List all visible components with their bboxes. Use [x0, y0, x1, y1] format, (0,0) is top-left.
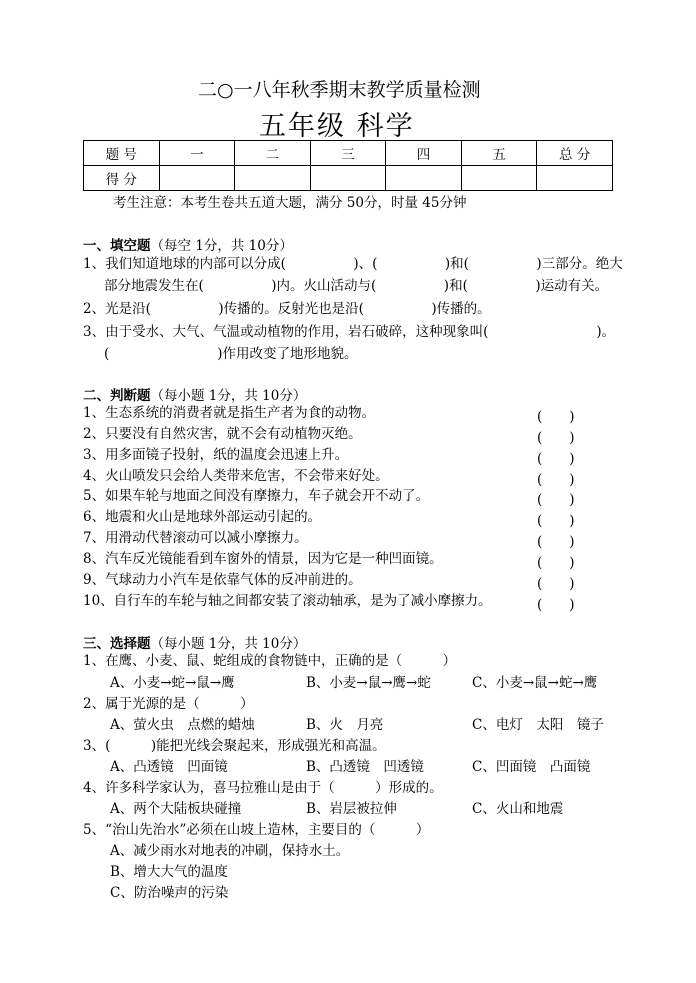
score-cell[interactable] [461, 166, 537, 191]
section-title: 一、填空题 [83, 238, 151, 254]
answer-paren[interactable]: ( ) [537, 597, 575, 613]
table-cell: 一 [159, 141, 235, 166]
judge-item-3: 3、用多面镜子投射，纸的温度会迅速上升。 [83, 447, 349, 463]
score-table-score-row [84, 166, 613, 191]
judge-item-4: 4、火山喷发只会给人类带来危害，不会带来好处。 [83, 468, 389, 484]
table-cell: 四 [386, 141, 462, 166]
table-cell: 二 [235, 141, 311, 166]
fill-question-3b: ( )作用改变了地形地貌。 [104, 346, 358, 362]
option-a[interactable]: A、凸透镜 凹面镜 [110, 759, 228, 775]
option-b[interactable]: B、增大大气的温度 [110, 864, 228, 880]
fill-question-1a: 1、我们知道地球的内部可以分成( )、( )和( )三部分。绝大 [83, 256, 623, 272]
option-c[interactable]: C、电灯 太阳 镜子 [472, 717, 604, 733]
table-cell: 三 [310, 141, 386, 166]
answer-paren[interactable]: ( ) [537, 492, 575, 508]
section-note: （每小题 1分，共 10分） [150, 636, 307, 652]
option-b[interactable]: B、凸透镜 凹透镜 [306, 759, 424, 775]
section1-heading [83, 234, 293, 254]
judge-item-10: 10、自行车的车轮与轴之间都安装了滚动轴承，是为了减小摩擦力。 [83, 593, 492, 609]
option-b[interactable]: B、岩层被拉伸 [306, 801, 397, 817]
answer-paren[interactable]: ( ) [537, 576, 575, 592]
answer-paren[interactable]: ( ) [537, 534, 575, 550]
answer-paren[interactable]: ( ) [537, 555, 575, 571]
option-c[interactable]: C、凹面镜 凸面镜 [472, 759, 591, 775]
section3-heading [83, 632, 306, 652]
judge-item-8: 8、汽车反光镜能看到车窗外的情景，因为它是一种凹面镜。 [83, 551, 443, 567]
choice-question-5: 5、“治山先治水”必须在山坡上造林，主要目的（ ） [83, 822, 430, 838]
fill-question-2: 2、光是沿( )传播的。反射光也是沿( )传播的。 [83, 301, 491, 317]
choice-question-3: 3、( )能把光线会聚起来，形成强光和高温。 [83, 738, 386, 754]
answer-paren[interactable]: ( ) [537, 472, 575, 488]
option-c[interactable]: C、火山和地震 [472, 801, 564, 817]
answer-paren[interactable]: ( ) [537, 513, 575, 529]
option-a[interactable]: A、小麦→蛇→鼠→鹰 [110, 675, 235, 691]
score-cell[interactable] [159, 166, 235, 191]
judge-item-1: 1、生态系统的消费者就是指生产者为食的动物。 [83, 405, 376, 421]
option-c[interactable]: C、防治噪声的污染 [110, 885, 229, 901]
score-table-header-row [84, 141, 613, 166]
fill-question-1b: 部分地震发生在( )内。火山活动与( )和( )运动有关。 [104, 278, 609, 294]
score-cell[interactable] [235, 166, 311, 191]
choice-question-1: 1、在鹰、小麦、鼠、蛇组成的食物链中，正确的是（ ） [83, 653, 457, 669]
option-b[interactable]: B、小麦→鼠→鹰→蛇 [306, 675, 431, 691]
judge-item-9: 9、气球动力小汽车是依靠气体的反冲前进的。 [83, 572, 362, 588]
table-cell: 总 分 [537, 141, 613, 166]
section-title: 二、判断题 [83, 388, 151, 404]
answer-paren[interactable]: ( ) [537, 451, 575, 467]
judge-item-5: 5、如果车轮与地面之间没有摩擦力，车子就会开不动了。 [83, 488, 430, 504]
table-cell: 五 [461, 141, 537, 166]
score-cell[interactable] [310, 166, 386, 191]
score-cell[interactable] [386, 166, 462, 191]
fill-question-3a: 3、由于受水、大气、气温或动植物的作用，岩石破碎，这种现象叫( )。 [83, 324, 616, 340]
option-a[interactable]: A、萤火虫 点燃的蜡烛 [110, 717, 255, 733]
judge-item-2: 2、只要没有自然灾害，就不会有动植物灭绝。 [83, 426, 362, 442]
section-note: （每空 1分，共 10分） [150, 238, 293, 254]
section2-heading [83, 384, 306, 404]
option-a[interactable]: A、减少雨水对地表的冲刷，保持水土。 [110, 843, 350, 859]
answer-paren[interactable]: ( ) [537, 430, 575, 446]
answer-paren[interactable]: ( ) [537, 409, 575, 425]
exam-notice: 考生注意：本考生卷共五道大题，满分 50分，时量 45分钟 [113, 195, 467, 211]
score-cell[interactable] [537, 166, 613, 191]
option-a[interactable]: A、两个大陆板块碰撞 [110, 801, 242, 817]
section-note: （每小题 1分，共 10分） [150, 388, 307, 404]
score-table [83, 140, 613, 191]
exam-subtitle: 五年级 科学 [259, 111, 415, 142]
option-b[interactable]: B、火 月亮 [306, 717, 384, 733]
choice-question-2: 2、属于光源的是（ ） [83, 696, 254, 712]
judge-item-7: 7、用滑动代替滚动可以减小摩擦力。 [83, 530, 308, 546]
table-cell: 题 号 [84, 141, 160, 166]
table-cell: 得 分 [84, 166, 160, 191]
option-c[interactable]: C、小麦→鼠→蛇→鹰 [472, 675, 598, 691]
exam-title: 二○一八年秋季期末教学质量检测 [198, 79, 481, 101]
judge-item-6: 6、地震和火山是地球外部运动引起的。 [83, 509, 322, 525]
choice-question-4: 4、许多科学家认为，喜马拉雅山是由于（ ）形成的。 [83, 780, 443, 796]
section-title: 三、选择题 [83, 636, 151, 652]
